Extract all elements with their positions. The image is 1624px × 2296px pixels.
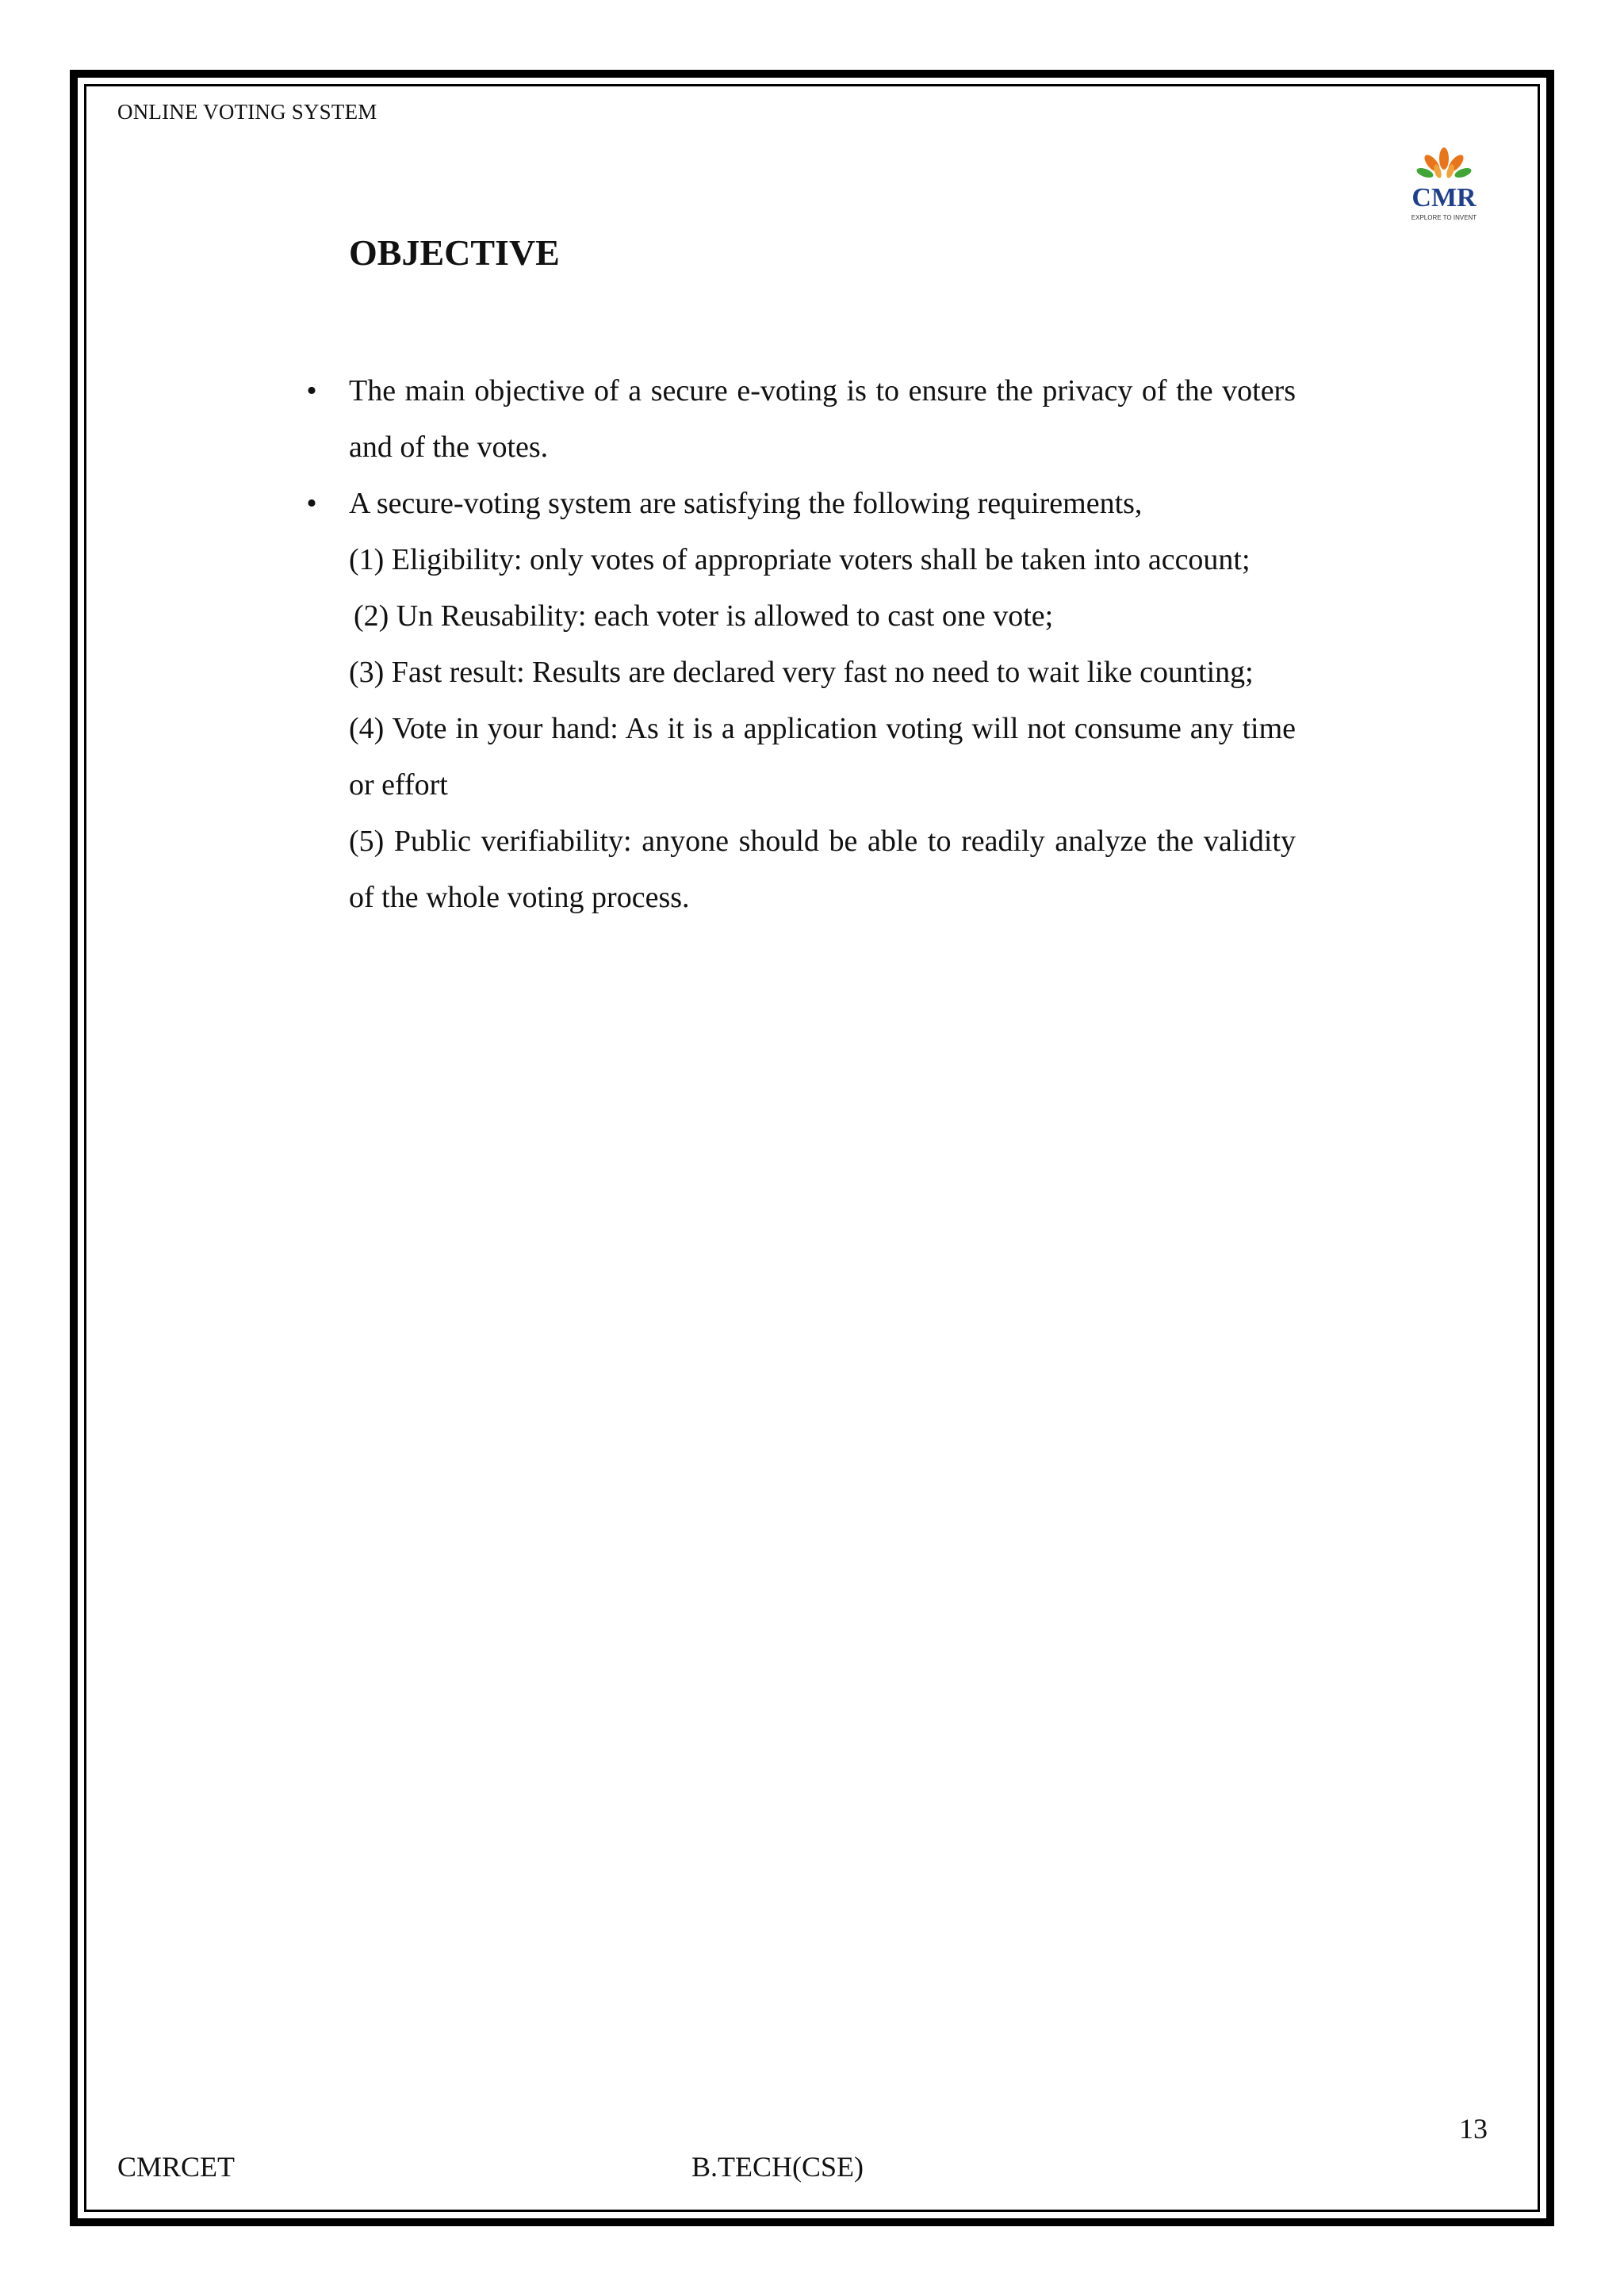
cmr-logo xyxy=(1400,144,1488,224)
bullet-dot-icon: • xyxy=(306,374,317,408)
bullet-text-2: A secure-voting system are satisfying the following requirements, xyxy=(349,487,1143,520)
footer-program: B.TECH(CSE) xyxy=(691,2151,864,2183)
footer-institution: CMRCET xyxy=(117,2151,236,2183)
logo-petals-icon xyxy=(1415,147,1473,179)
logo-text: CMR xyxy=(1411,183,1477,212)
running-header-title: ONLINE VOTING SYSTEM xyxy=(117,100,377,124)
requirement-item-4: (4) Vote in your hand: As it is a application voting will not consume any time or effort xyxy=(349,712,1296,802)
requirement-item-3: (3) Fast result: Results are declared very fast no need to wait like counting; xyxy=(349,656,1254,689)
requirement-item-5: (5) Public verifiability: anyone should be able to readily analyze the validity of the whole voting process. xyxy=(349,825,1296,914)
bullet-dot-icon: • xyxy=(306,487,317,520)
logo-tagline: EXPLORE TO INVENT xyxy=(1411,214,1477,221)
requirement-item-1: (1) Eligibility: only votes of appropriate voters shall be taken into account; xyxy=(349,543,1251,576)
bullet-item-2 xyxy=(306,476,1296,926)
bullet-item-1 xyxy=(306,363,1296,476)
requirement-item-2: (2) Un Reusability: each voter is allowed to cast one vote; xyxy=(354,599,1054,633)
bullet-text-1: The main objective of a secure e-voting is to ensure the privacy of the voters and of the votes. xyxy=(349,374,1296,464)
section-heading: OBJECTIVE xyxy=(349,232,560,273)
page-number: 13 xyxy=(1459,2113,1488,2145)
objective-content xyxy=(306,363,1296,926)
